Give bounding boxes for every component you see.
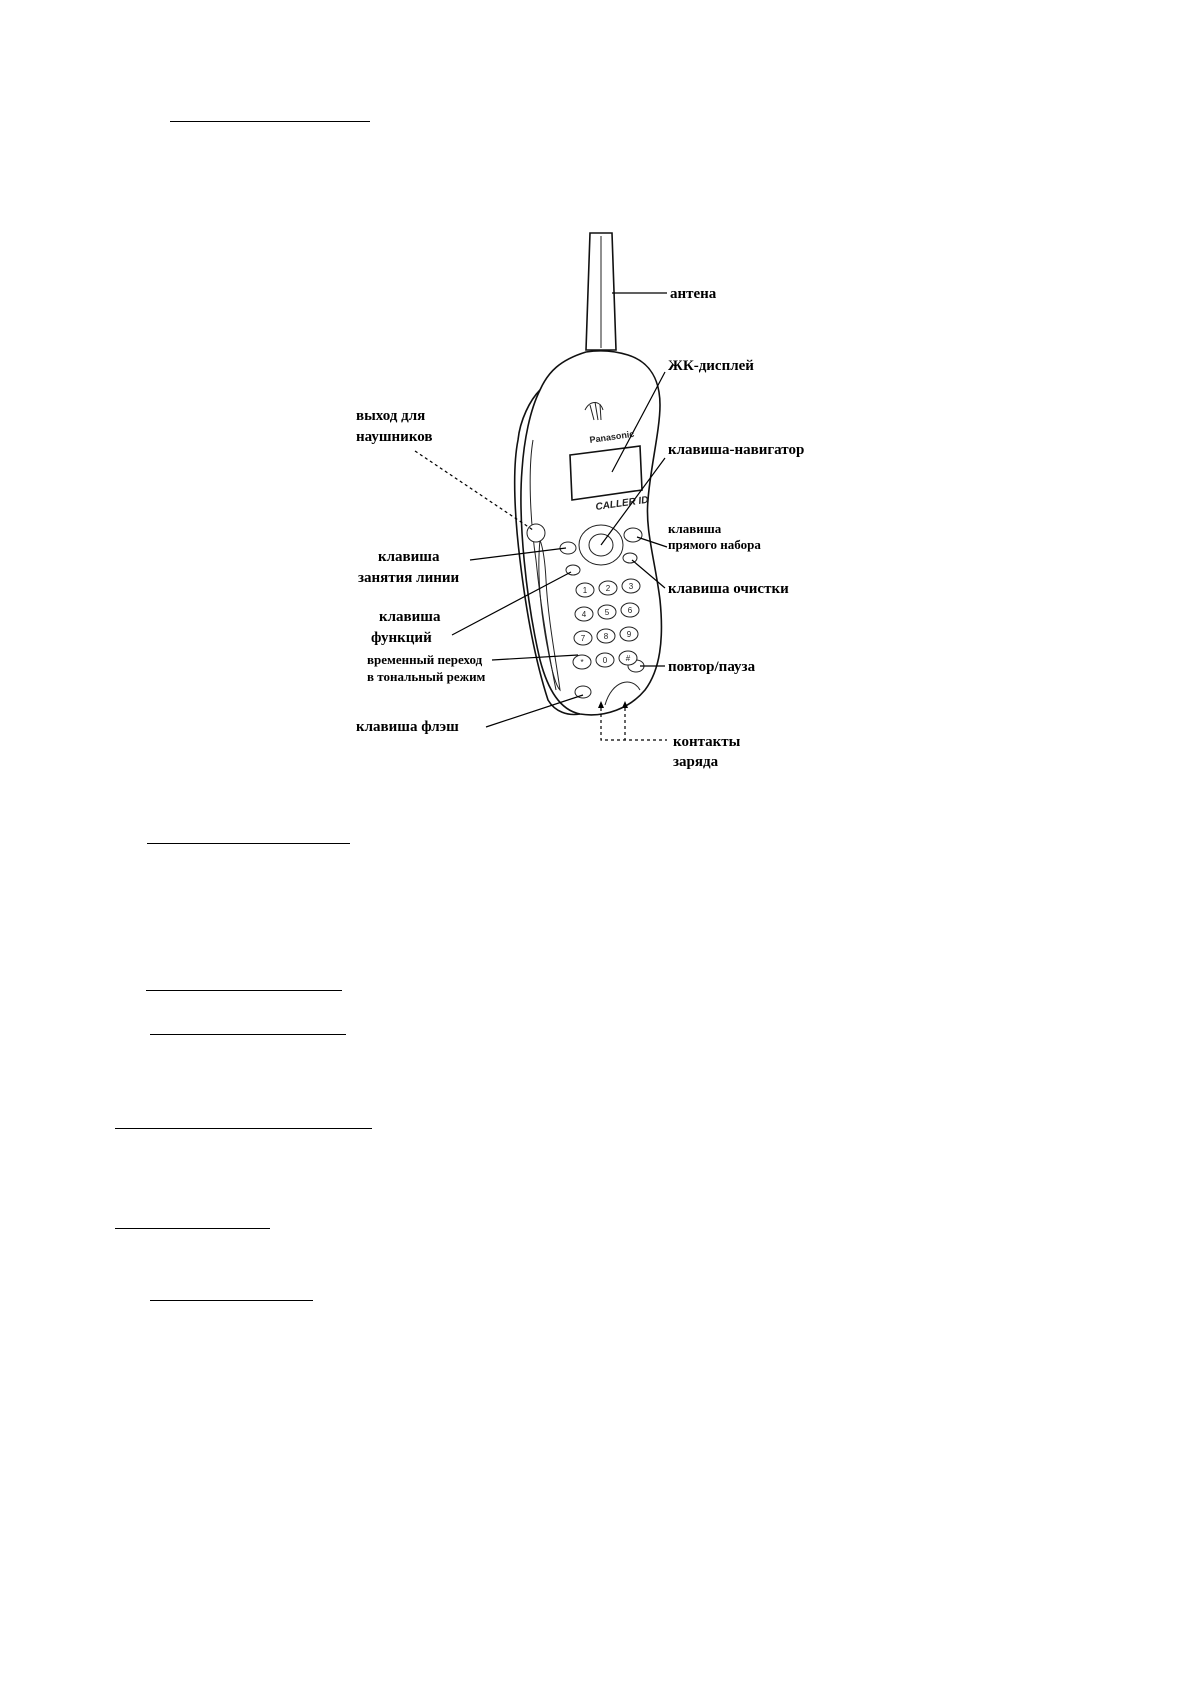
label-direct-1: клавиша — [668, 521, 722, 536]
label-antenna: антена — [670, 286, 717, 302]
headset-jack-shape — [527, 524, 545, 542]
label-tone-2: в тональный режим — [367, 669, 486, 684]
keypad-key-label: * — [580, 658, 584, 667]
label-navigator: клавиша-навигатор — [668, 442, 805, 458]
keypad-key-label: 0 — [602, 656, 608, 665]
label-talk-1: клавиша — [378, 549, 440, 565]
keypad — [573, 579, 640, 669]
leader-function — [452, 572, 571, 635]
keypad-key-label: 2 — [605, 584, 611, 593]
handset-illustration — [515, 233, 662, 715]
keypad-key-label: # — [625, 654, 631, 663]
keypad-key-label: 8 — [603, 632, 609, 641]
leader-lcd — [612, 372, 665, 472]
caller-id-text: CALLER ID — [594, 494, 650, 513]
label-direct-2: прямого набора — [668, 537, 761, 552]
clear-key-shape — [623, 553, 637, 563]
keypad-key-label: 4 — [581, 610, 587, 619]
label-function-1: клавиша — [379, 609, 441, 625]
keypad-key-label: 7 — [580, 634, 586, 643]
label-flash: клавиша флэш — [356, 719, 459, 735]
leader-flash — [486, 695, 583, 727]
leader-direct — [637, 537, 667, 547]
label-talk-2: занятия линии — [358, 570, 460, 586]
keypad-key-label: 9 — [626, 630, 632, 639]
label-tone-1: временный переход — [367, 652, 483, 667]
label-function-2: функций — [371, 630, 432, 646]
label-contacts-2: заряда — [673, 754, 719, 770]
label-headset-jack-2: наушников — [356, 429, 433, 445]
keypad-key-label: 5 — [604, 608, 610, 617]
label-clear: клавиша очистки — [668, 581, 789, 597]
keypad-key-label: 1 — [582, 586, 588, 595]
flash-key-shape — [575, 686, 591, 698]
label-lcd: ЖК-дисплей — [668, 358, 754, 374]
keypad-key-label: 6 — [627, 606, 633, 615]
label-contacts-1: контакты — [673, 734, 741, 750]
brand-text: Panasonic — [588, 428, 635, 445]
leader-tone — [492, 655, 578, 660]
keypad-key-label: 3 — [628, 582, 634, 591]
label-redial-pause: повтор/пауза — [668, 659, 756, 675]
label-headset-jack-1: выход для — [356, 408, 426, 424]
lcd-screen — [570, 446, 642, 500]
direct-key-shape — [624, 528, 642, 542]
